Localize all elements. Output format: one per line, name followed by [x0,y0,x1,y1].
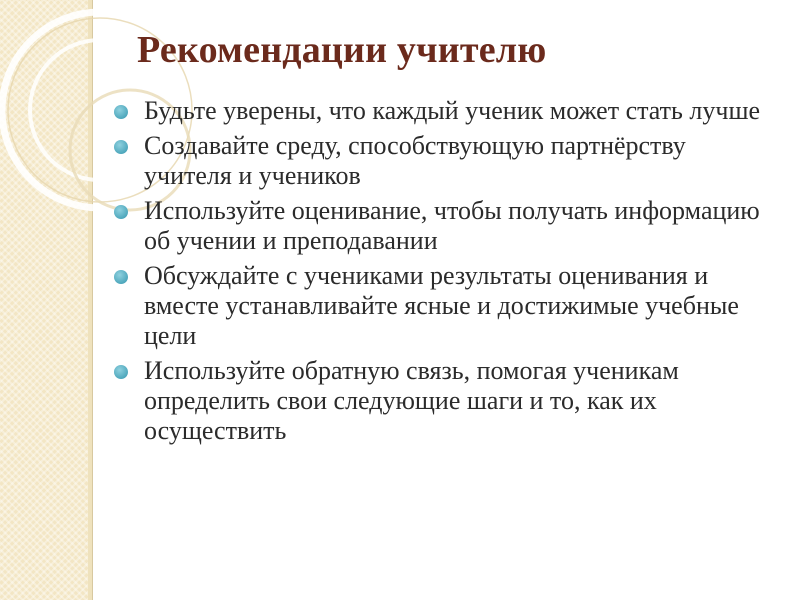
circle-bullet-icon [114,365,128,379]
circle-bullet-icon [114,105,128,119]
bullet-list [114,96,774,451]
bullet-item [114,131,774,191]
bullet-item [114,261,774,351]
circle-bullet-icon [114,270,128,284]
bullet-text: Будьте уверены, что каждый ученик может стать лучше [144,96,761,125]
bullet-item [114,96,774,126]
bullet-text: Используйте обратную связь, помогая ученикам определить свои следующие шаги и то, как их осуществить [144,356,679,445]
slide-title: Рекомендации учителю [137,29,547,71]
bullet-item [114,196,774,256]
circle-bullet-icon [114,140,128,154]
bullet-text: Используйте оценивание, чтобы получать информацию об учении и преподавании [144,196,760,255]
circle-bullet-icon [114,205,128,219]
bullet-text: Создавайте среду, способствующую партнёрству учителя и учеников [144,131,686,190]
bullet-item [114,356,774,446]
bullet-text: Обсуждайте с учениками результаты оценивания и вместе устанавливайте ясные и достижимые учебные цели [144,261,739,350]
